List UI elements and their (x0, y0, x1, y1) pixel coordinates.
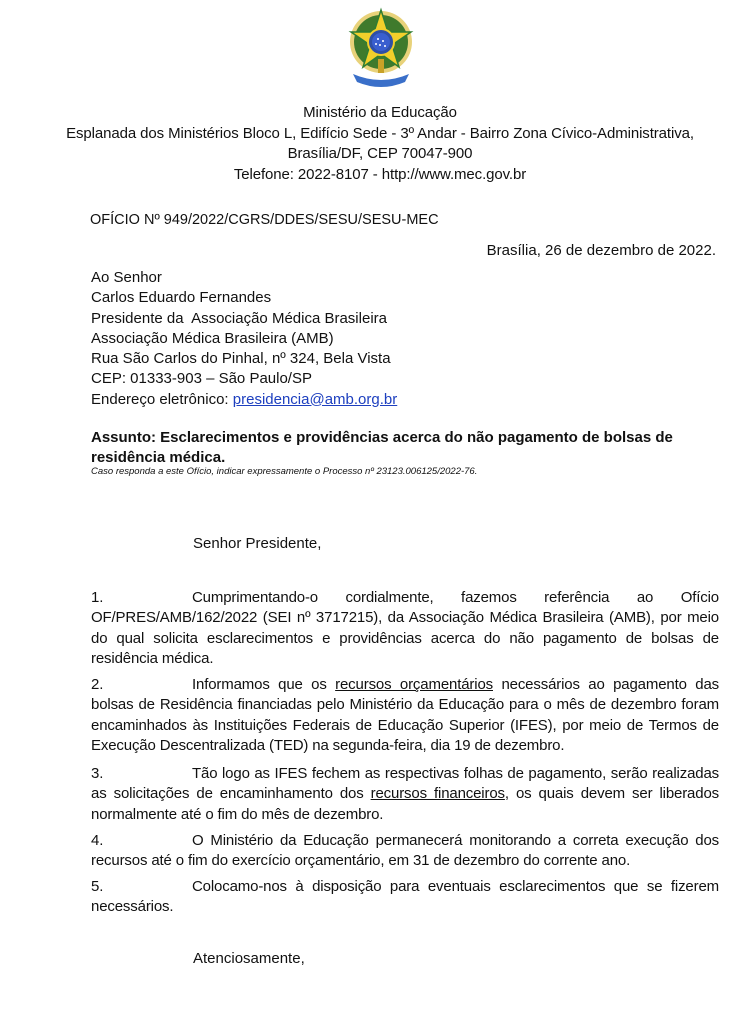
recipient-name: Carlos Eduardo Fernandes (91, 289, 272, 307)
letter-date: Brasília, 26 de dezembro de 2022. (486, 242, 716, 259)
contact-line: Telefone: 2022-8107 - http://www.mec.gov.br (233, 165, 527, 183)
paragraph-text: Colocamo-nos à disposição para eventuais esclarecimentos que se fizerem necessários. (91, 878, 719, 916)
paragraph-text: , os quais devem ser liberados normalmente até o fim do mês de dezembro. (91, 785, 719, 823)
paragraph-number: 5. (91, 878, 104, 895)
paragraph-5 (91, 877, 719, 918)
paragraph-2 (91, 675, 719, 756)
paragraph-text: Cumprimentando-o cordialmente, fazemos referência ao Ofício OF/PRES/AMB/162/2022 (SEI nº 3717215), da Associação Médica Brasileira (AMB), por meio do qual solicita esclarecimentos e providências acerca do não pagamento de bolsas de residência médica. (91, 589, 719, 667)
address-line-2: Brasília/DF, CEP 70047-900 (287, 145, 473, 162)
ministry-name: Ministério da Educação (303, 104, 457, 121)
paragraph-4 (91, 831, 719, 872)
paragraph-3 (91, 764, 719, 825)
recipient-title: Presidente da Associação Médica Brasileira (91, 309, 387, 327)
paragraph-text: Informamos que os (192, 676, 336, 693)
oficio-number: OFÍCIO Nº 949/2022/CGRS/DDES/SESU/SESU-MEC (90, 212, 439, 228)
closing: Atenciosamente, (193, 950, 305, 967)
paragraph-number: 2. (91, 676, 104, 693)
recipient-email-line (91, 390, 397, 410)
paragraph-text: Tão logo as IFES fechem as respectivas folhas de pagamento, serão realizadas as solicitações de encaminhamento dos (91, 765, 719, 803)
recipient-cep: CEP: 01333-903 – São Paulo/SP (91, 370, 312, 388)
subject-note: Caso responda a este Ofício, indicar expressamente o Processo nº 23123.006125/2022-76. (91, 466, 478, 477)
email-link[interactable]: presidencia@amb.org.br (232, 390, 398, 408)
brazil-coat-of-arms-icon (345, 4, 417, 94)
recipient-greeting: Ao Senhor (91, 269, 162, 286)
paragraph-text: necessários ao pagamento das bolsas de Residência financiadas pelo Ministério da Educação para o mês de dezembro foram encaminhados às Instituições Federais de Educação Superior (IFES), por meio de Termos de Execução Descentralizada (TED) na segunda-feira, dia 19 de dezembro. (91, 676, 719, 754)
paragraph-number: 4. (91, 832, 104, 849)
recipient-street: Rua São Carlos do Pinhal, nº 324, Bela Vista (91, 350, 391, 368)
subject: Assunto: Esclarecimentos e providências acerca do não pagamento de bolsas de residência médica. (91, 429, 673, 466)
paragraph-text: O Ministério da Educação permanecerá monitorando a correta execução dos recursos até o fim do exercício orçamentário, em 31 de dezembro do corrente ano. (91, 832, 719, 870)
letterhead (40, 103, 720, 185)
address-line-1: Esplanada dos Ministérios Bloco L, Edifício Sede - 3º Andar - Bairro Zona Cívico-Administrativa, (66, 124, 694, 142)
recipient-block (91, 268, 397, 410)
paragraph-number: 1. (91, 589, 104, 606)
paragraph-1 (91, 588, 719, 669)
paragraph-number: 3. (91, 765, 104, 782)
underlined-term: recursos financeiros (370, 785, 505, 803)
email-label: Endereço eletrônico: (91, 390, 233, 408)
recipient-organization: Associação Médica Brasileira (AMB) (91, 329, 334, 347)
underlined-term: recursos orçamentários (335, 676, 493, 693)
salutation: Senhor Presidente, (193, 535, 322, 552)
